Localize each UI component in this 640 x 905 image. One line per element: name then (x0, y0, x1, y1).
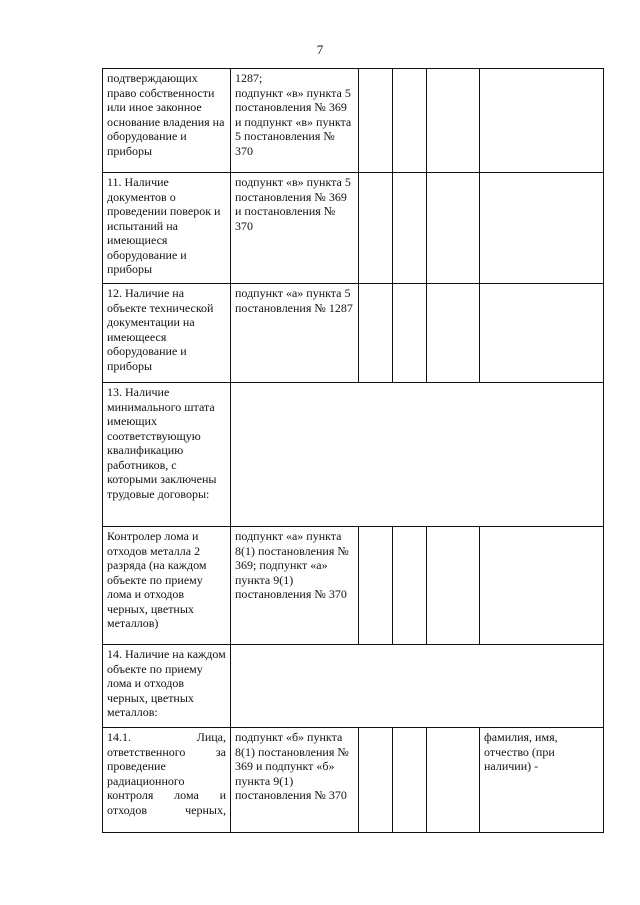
requirement-cell: Контролер лома и отходов металла 2 разряда (на каждом объекте по приему лома и отходов черных, цветных металлов) (103, 527, 231, 645)
note-cell (480, 173, 604, 284)
mark-cell (427, 69, 480, 173)
table-row (103, 383, 604, 527)
note-cell (480, 69, 604, 173)
merged-empty-cell (231, 383, 604, 527)
legal-basis-cell: подпункт «а» пункта 8(1) постановления № 369; подпункт «а» пункта 9(1) постановления № 370 (231, 527, 359, 645)
mark-cell (393, 728, 427, 833)
requirement-line: радиационного (107, 773, 185, 788)
requirement-cell: 11. Наличие документов о проведении поверок и испытаний на имеющиеся оборудование и приборы (103, 173, 231, 284)
mark-cell (393, 527, 427, 645)
table-row (103, 527, 604, 645)
note-cell: фамилия, имя, отчество (при наличии) - (480, 728, 604, 833)
page-number: 7 (316, 42, 324, 57)
mark-cell (359, 728, 393, 833)
mark-cell (427, 284, 480, 383)
note-cell (480, 284, 604, 383)
legal-basis-cell: подпункт «а» пункта 5 постановления № 1287 (231, 284, 359, 383)
mark-cell (359, 527, 393, 645)
mark-cell (359, 284, 393, 383)
section-heading-cell: 13. Наличие минимального штата имеющих соответствующую квалификацию работников, с которыми заключены трудовые договоры: (103, 383, 231, 527)
section-heading-cell: 14. Наличие на каждом объекте по приему лома и отходов черных, цветных металлов: (103, 645, 231, 728)
requirement-cell (103, 728, 231, 833)
mark-cell (393, 173, 427, 284)
table-row (103, 645, 604, 728)
table-row (103, 69, 604, 173)
note-cell (480, 527, 604, 645)
legal-basis-cell (231, 69, 359, 173)
requirement-line: 14.1. Лица, (107, 730, 226, 744)
table-row (103, 284, 604, 383)
mark-cell (393, 69, 427, 173)
legal-basis-cell: подпункт «в» пункта 5 постановления № 369 и постановления № 370 (231, 173, 359, 284)
mark-cell (359, 69, 393, 173)
legal-basis-cell: подпункт «б» пункта 8(1) постановления № 369 и подпункт «б» пункта 9(1) постановления № 370 (231, 728, 359, 833)
mark-cell (427, 173, 480, 284)
requirement-cell: подтверждающих право собственности или иное законное основание владения на оборудование и приборы (103, 69, 231, 173)
requirement-line: контроля лома и (107, 788, 226, 802)
merged-empty-cell (231, 645, 604, 728)
requirement-line: проведение (107, 759, 166, 773)
requirement-cell: 12. Наличие на объекте технической документации на имеющееся оборудование и приборы (103, 284, 231, 383)
table-row (103, 173, 604, 284)
mark-cell (359, 173, 393, 284)
requirement-line: отходов черных, (107, 802, 226, 817)
legal-basis-text: 1287; подпункт «в» пункта 5 постановления № 369 и подпункт «в» пункта 5 постановления № 370 (235, 71, 352, 158)
checklist-table (102, 68, 604, 833)
mark-cell (427, 527, 480, 645)
requirement-line: ответственного за (107, 744, 226, 759)
mark-cell (393, 284, 427, 383)
table-row (103, 728, 604, 833)
mark-cell (427, 728, 480, 833)
